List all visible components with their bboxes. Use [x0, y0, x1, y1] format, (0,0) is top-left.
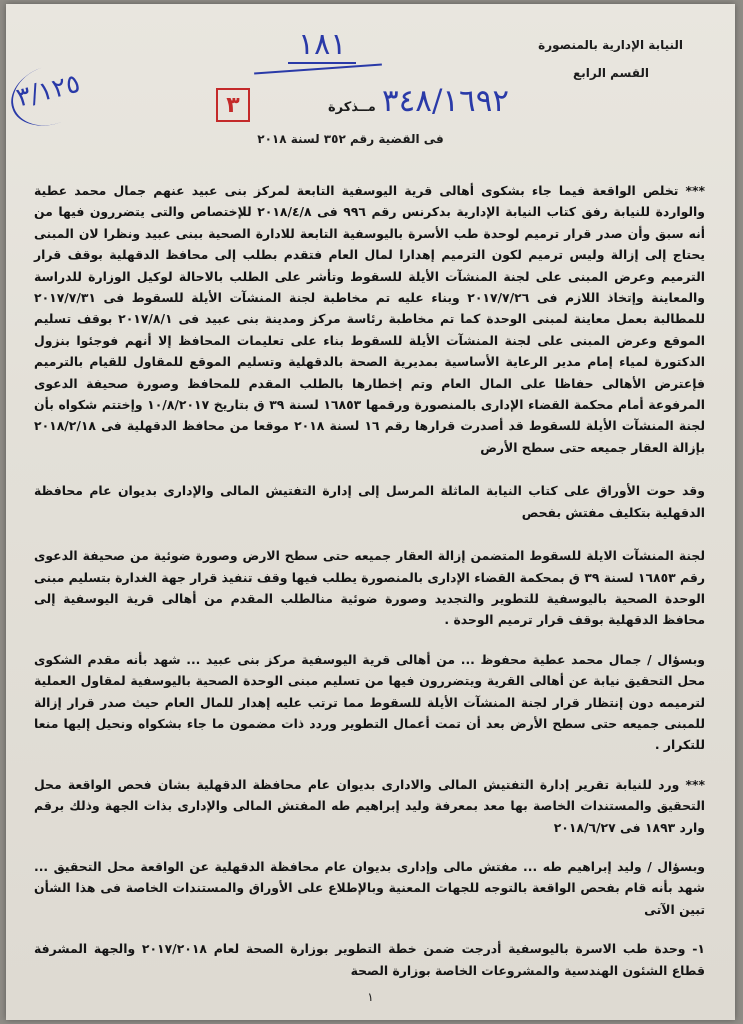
paragraph-inspection-report: *** ورد للنيابة تقرير إدارة التفتيش المالى والادارى بديوان عام محافظة الدقهلية بشان فحص الواقعة محل التحقيق والمستندات الخاصة بها معد بمعرفة وليد إبراهيم طه المفتش المالى والإدارى بذات الجهة وذلك برقم وارد ١٨٩٣ فى ٢٠١٨/٦/٢٧ — [34, 776, 705, 835]
authority-heading: النيابة الإدارية بالمنصورة — [538, 38, 683, 52]
paragraph-documents: وقد حوت الأوراق على كتاب النيابة الماثلة المرسل إلى إدارة التفتيش المالى والإدارى بديوان عام محافظة الدقهلية بتكليف مفتش بفحص — [34, 483, 705, 520]
case-subject: فى القضية رقم ٣٥٢ لسنة ٢٠١٨ — [257, 132, 444, 146]
memo-body — [34, 180, 705, 981]
document-page — [6, 4, 735, 1020]
paragraph-finding-1: ١- وحدة طب الاسرة باليوسفية أدرجت ضمن خطة التطوير بوزارة الصحة لعام ٢٠١٧/٢٠١٨ والجهة المشرفة قطاع الشئون الهندسية والمشروعات الخاصة بوزارة الصحة — [34, 941, 705, 978]
boxed-number-stamp: ٣ — [216, 88, 250, 122]
page-number: ١ — [367, 990, 374, 1004]
paragraph-committee: لجنة المنشآت الايلة للسقوط المتضمن إزالة العقار جميعه حتى سطح الارض وصورة ضوئية من صحيفة الدعوى رقم ١٦٨٥٣ لسنة ٣٩ ق بمحكمة القضاء الإدارى بالمنصورة يطلب فيها وقف تنفيذ قرار جهة الغدارة بتسليم مبنى الوحدة الصحية باليوسفية للتطوير والتجديد وصورة ضوئية منالطلب المقدم من أهالى قرية اليوسفية إلى محافظ الدقهلية بوقف قرار ترميم الوحدة . — [34, 548, 706, 628]
section-heading: القسم الرابع — [573, 66, 649, 80]
handwritten-case-number: ١٨١ — [288, 30, 356, 64]
handwritten-memo-number: ٣٤٨/١٦٩٢ — [382, 83, 509, 119]
handwritten-margin-note: ٣/١٢٥ — [13, 68, 84, 114]
pen-stroke — [254, 64, 382, 75]
memo-label: مــذكرة — [328, 100, 376, 115]
paragraph-testimony-complainant: وبسؤال / جمال محمد عطية محفوظ ... من أهالى قرية اليوسفية مركز بنى عبيد ... شهد بأنه مقدم الشكوى محل التحقيق نيابة عن أهالى القرية ويتضررون فيها من تسليم مبنى الوحدة الصحية باليوسفية لمقاول العملية لترميمه دون إنتظار قرار لجنة المنشآت الأيلة للسقوط مما ترتب عليه إهدار للمال العام حيث صدر قرار إزالة للمبنى جميعه حتى سطح الأرض بعد أن تمت أعمال التطوير وردد ذات مضمون ما جاء بشكواه ونحيل إليها منعا للتكرار . — [34, 651, 705, 753]
paragraph-testimony-inspector: وبسؤال / وليد إبراهيم طه ... مفتش مالى وإدارى بديوان عام محافظة الدقهلية عن الواقعة محل التحقيق ... شهد بأنه قام بفحص الواقعة بالتوجه للجهات المعنية وبالإطلاع على الأوراق والمستندات الخاصة فى هذا الشأن تبين الآتى — [34, 858, 705, 917]
paragraph-facts: *** تخلص الواقعة فيما جاء بشكوى أهالى قرية اليوسفية التابعة لمركز بنى عبيد عنهم جمال محمد عطية والواردة للنيابة رفق كتاب النيابة الإدارية بدكرنس رقم ٩٩٦ فى ٢٠١٨/٤/٨ للإختصاص والتى يتضررون فيها من أنه سبق وأن صدر قرار ترميم لوحدة طب الأسرة باليوسفية التابعة للادارة الصحية ببنى عبيد ونظرا لان المبنى يحتاج إلى إزالة وليس ترميم لكون الترميم إهدارا لمال العام فتقدم بطلب إلى محافظ الدقهلية بوقف قرار الترميم وعرض المبنى على لجنة المنشآت الأيلة للسقوط وتأشر على الطلب بالاحالة لوكيل الوزارة للدراسة والمعاينة وإتخاذ اللازم فى ٢٠١٧/٧/٢٦ وبناء عليه تم مخاطبة لجنة المنشآت الأيلة للسقوط فى ٢٠١٧/٧/٣١ للمطالبة بعمل معاينة لمبنى الوحدة كما تم مخاطبة رئاسة مركز ومدينة بنى عبيد فى ٢٠١٧/٨/١ بوقف تسليم الموقع وعرض المبنى على لجنة المنشآت الأيلة للسقوط بناء على تعليمات المحافظ إلا أنهم فوجئوا بنزول الدكتورة لمياء إمام مدير الرعاية الأساسية بمديرية الصحة بالدقهلية وتسليم الموقع للمقاول للقيام بالترميم فإعترض الأهالى حفاظا على المال العام وتم إخطارها بالطلب المقدم للمحافظ وصورة صحيفة الدعوى المرفوعة أمام محكمة القضاء الإدارى بالمنصورة ورقمها ١٦٨٥٣ لسنة ٣٩ ق بتاريخ ١٠/٨/٢٠١٧ وإختتم شكواه بأن لجنة المنشآت الأيلة للسقوط قد أصدرت قرارها رقم ١٦ لسنة ٢٠١٨ موقعا من محافظ الدقهلية فى ٢٠١٨/٢/١٨ بإزالة العقار جميعه حتى سطح الأرض — [34, 183, 706, 455]
